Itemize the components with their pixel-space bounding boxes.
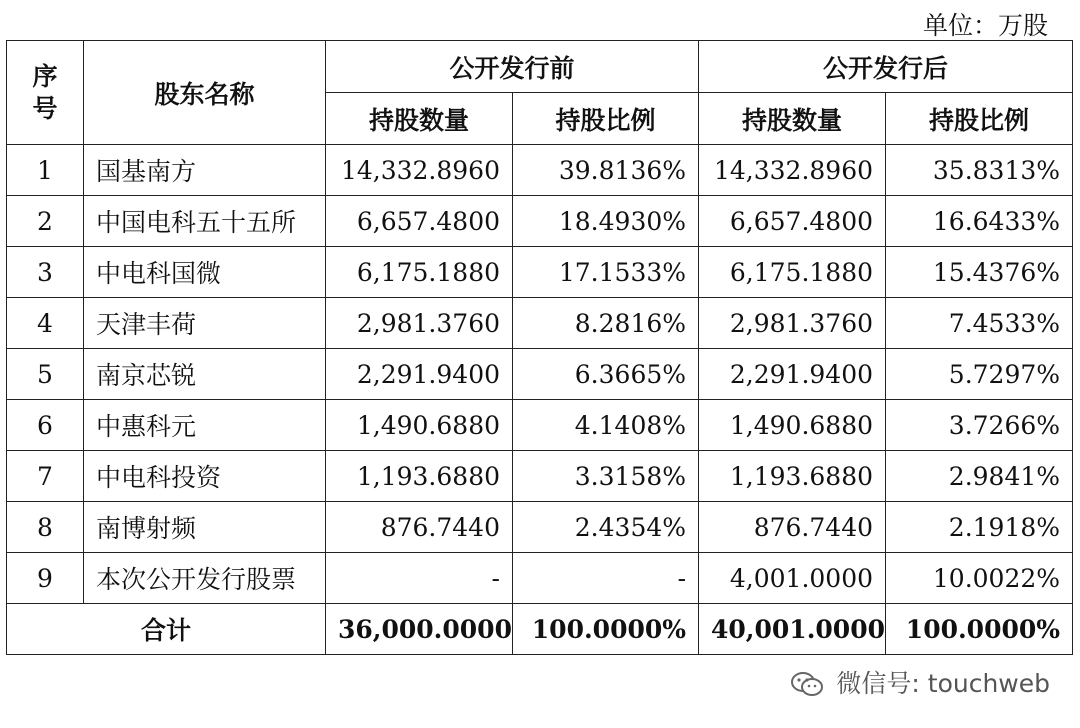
table-row: [7, 400, 1073, 451]
row-after-ratio: 35.8313%: [886, 145, 1073, 196]
header-seq-text: 序号: [32, 61, 58, 123]
row-after-shares: 2,981.3760: [699, 298, 886, 349]
row-before-ratio: 6.3665%: [513, 349, 699, 400]
header-before-shares: 持股数量: [326, 93, 513, 145]
total-before-shares: 36,000.0000: [326, 604, 513, 655]
row-before-shares: 876.7440: [326, 502, 513, 553]
row-before-ratio: 17.1533%: [513, 247, 699, 298]
table-row: [7, 298, 1073, 349]
row-before-shares: 1,193.6880: [326, 451, 513, 502]
table-row: [7, 349, 1073, 400]
row-seq: 2: [7, 196, 84, 247]
total-row: [7, 604, 1073, 655]
row-name: 中电科国微: [84, 247, 326, 298]
total-label: 合计: [7, 604, 326, 655]
row-before-ratio: -: [513, 553, 699, 604]
row-after-shares: 1,490.6880: [699, 400, 886, 451]
row-after-shares: 876.7440: [699, 502, 886, 553]
row-seq: 8: [7, 502, 84, 553]
header-seq: [7, 41, 84, 145]
header-after-ratio: 持股比例: [886, 93, 1073, 145]
header-after-shares: 持股数量: [699, 93, 886, 145]
row-before-ratio: 8.2816%: [513, 298, 699, 349]
shareholding-table: [6, 40, 1073, 655]
row-after-shares: 6,175.1880: [699, 247, 886, 298]
table-row: [7, 553, 1073, 604]
row-after-ratio: 2.9841%: [886, 451, 1073, 502]
row-seq: 6: [7, 400, 84, 451]
row-seq: 9: [7, 553, 84, 604]
row-after-shares: 2,291.9400: [699, 349, 886, 400]
row-seq: 1: [7, 145, 84, 196]
row-after-ratio: 2.1918%: [886, 502, 1073, 553]
row-before-ratio: 4.1408%: [513, 400, 699, 451]
row-before-shares: 1,490.6880: [326, 400, 513, 451]
row-before-shares: -: [326, 553, 513, 604]
row-name: 中国电科五十五所: [84, 196, 326, 247]
table-row: [7, 247, 1073, 298]
row-seq: 7: [7, 451, 84, 502]
table-body: [7, 145, 1073, 655]
row-after-shares: 6,657.4800: [699, 196, 886, 247]
row-name: 天津丰荷: [84, 298, 326, 349]
row-name: 南博射频: [84, 502, 326, 553]
row-name: 中惠科元: [84, 400, 326, 451]
row-after-ratio: 16.6433%: [886, 196, 1073, 247]
header-before: 公开发行前: [326, 41, 699, 93]
wechat-icon: [790, 670, 824, 704]
row-after-shares: 1,193.6880: [699, 451, 886, 502]
header-before-ratio: 持股比例: [513, 93, 699, 145]
watermark-text: 微信号: touchweb: [836, 669, 1050, 698]
row-seq: 3: [7, 247, 84, 298]
table-row: [7, 502, 1073, 553]
row-name: 国基南方: [84, 145, 326, 196]
total-after-ratio: 100.0000%: [886, 604, 1073, 655]
row-after-ratio: 5.7297%: [886, 349, 1073, 400]
header-name: 股东名称: [84, 41, 326, 145]
header-row-1: [7, 41, 1073, 93]
unit-label: 单位：万股: [922, 11, 1048, 40]
row-seq: 5: [7, 349, 84, 400]
row-before-ratio: 39.8136%: [513, 145, 699, 196]
row-before-shares: 6,657.4800: [326, 196, 513, 247]
row-before-shares: 14,332.8960: [326, 145, 513, 196]
row-name: 本次公开发行股票: [84, 553, 326, 604]
row-after-shares: 14,332.8960: [699, 145, 886, 196]
table-row: [7, 451, 1073, 502]
total-before-ratio: 100.0000%: [513, 604, 699, 655]
row-before-shares: 6,175.1880: [326, 247, 513, 298]
row-after-shares: 4,001.0000: [699, 553, 886, 604]
watermark: [790, 664, 1050, 704]
row-before-ratio: 18.4930%: [513, 196, 699, 247]
table-row: [7, 196, 1073, 247]
row-before-shares: 2,291.9400: [326, 349, 513, 400]
row-after-ratio: 3.7266%: [886, 400, 1073, 451]
row-after-ratio: 10.0022%: [886, 553, 1073, 604]
row-after-ratio: 7.4533%: [886, 298, 1073, 349]
row-name: 中电科投资: [84, 451, 326, 502]
row-before-shares: 2,981.3760: [326, 298, 513, 349]
table-row: [7, 145, 1073, 196]
header-after: 公开发行后: [699, 41, 1073, 93]
row-seq: 4: [7, 298, 84, 349]
row-before-ratio: 2.4354%: [513, 502, 699, 553]
row-before-ratio: 3.3158%: [513, 451, 699, 502]
row-name: 南京芯锐: [84, 349, 326, 400]
total-after-shares: 40,001.0000: [699, 604, 886, 655]
row-after-ratio: 15.4376%: [886, 247, 1073, 298]
